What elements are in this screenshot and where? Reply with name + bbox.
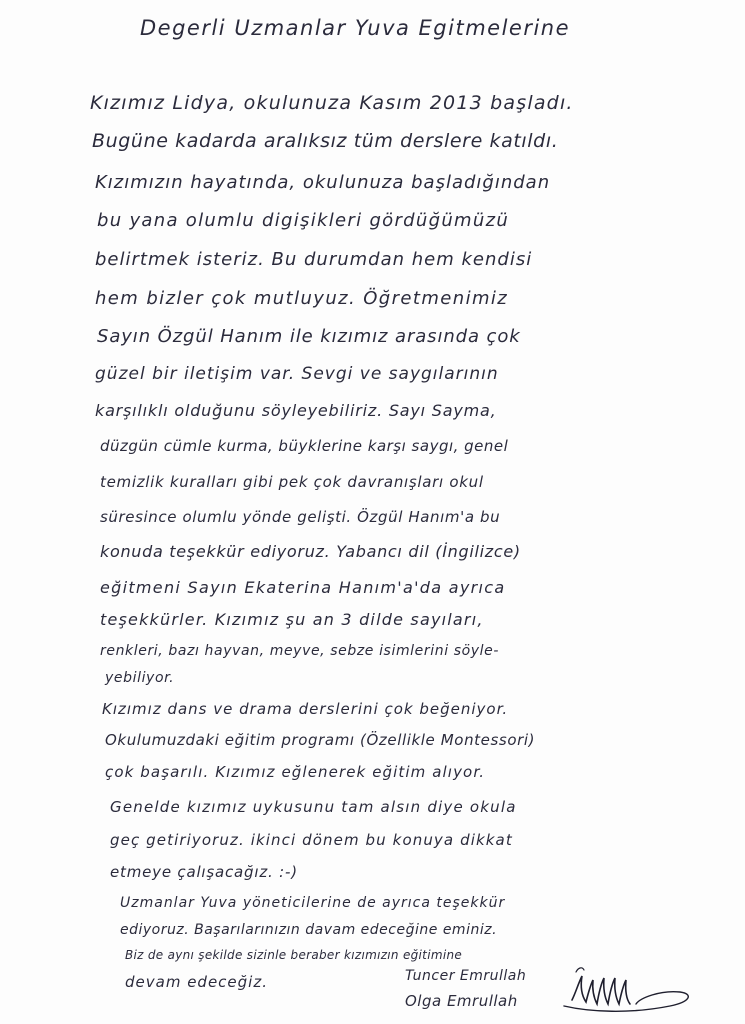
signatory-name: Olga Emrullah — [405, 992, 518, 1010]
letter-line: Kızımız Lidya, okulunuza Kasım 2013 başladı. — [90, 92, 574, 114]
letter-line: eğitmeni Sayın Ekaterina Hanım'a'da ayrıca — [100, 578, 506, 597]
letter-line: etmeye çalışacağız. :-) — [110, 863, 298, 881]
letter-line: Bugüne kadarda aralıksız tüm derslere katıldı. — [92, 130, 559, 152]
letter-line: geç getiriyoruz. ikinci dönem bu konuya dikkat — [110, 831, 513, 849]
letter-line: renkleri, bazı hayvan, meyve, sebze isimlerini söyle- — [100, 643, 500, 659]
letter-line: teşekkürler. Kızımız şu an 3 dilde sayıları, — [100, 610, 484, 629]
letter-title: Degerli Uzmanlar Yuva Egitmelerine — [140, 16, 571, 40]
letter-line: Kızımız dans ve drama derslerini çok beğeniyor. — [102, 700, 509, 718]
letter-line: Uzmanlar Yuva yöneticilerine de ayrıca teşekkür — [120, 895, 506, 911]
handwritten-signature — [560, 962, 700, 1022]
letter-line: süresince olumlu yönde gelişti. Özgül Hanım'a bu — [100, 508, 501, 526]
letter-line: ediyoruz. Başarılarınızın davam edeceğine eminiz. — [120, 922, 498, 938]
letter-line: temizlik kuralları gibi pek çok davranışları okul — [100, 473, 484, 491]
letter-line: Okulumuzdaki eğitim programı (Özellikle Montessori) — [105, 731, 536, 749]
letter-line: devam edeceğiz. — [125, 973, 268, 991]
letter-line: hem bizler çok mutluyuz. Öğretmenimiz — [95, 288, 509, 309]
letter-line: konuda teşekkür ediyoruz. Yabancı dil (İngilizce) — [100, 542, 521, 561]
letter-line: güzel bir iletişim var. Sevgi ve saygılarının — [95, 364, 499, 384]
letter-line: Sayın Özgül Hanım ile kızımız arasında çok — [97, 326, 521, 347]
letter-line: bu yana olumlu digişikleri gördüğümüzü — [97, 210, 510, 231]
letter-line: Kızımızın hayatında, okulunuza başladığından — [95, 172, 551, 193]
letter-line: yebiliyor. — [105, 670, 175, 686]
letter-line: düzgün cümle kurma, büyklerine karşı saygı, genel — [100, 437, 509, 455]
letter-line: belirtmek isteriz. Bu durumdan hem kendisi — [95, 249, 533, 270]
signatory-name: Tuncer Emrullah — [405, 968, 527, 984]
letter-line: Biz de aynı şekilde sizinle beraber kızımızın eğitimine — [125, 948, 463, 962]
letter-line: Genelde kızımız uykusunu tam alsın diye okula — [110, 798, 517, 816]
letter-line: çok başarılı. Kızımız eğlenerek eğitim alıyor. — [105, 763, 486, 781]
letter-line: karşılıklı olduğunu söyleyebiliriz. Sayı Sayma, — [95, 401, 497, 420]
